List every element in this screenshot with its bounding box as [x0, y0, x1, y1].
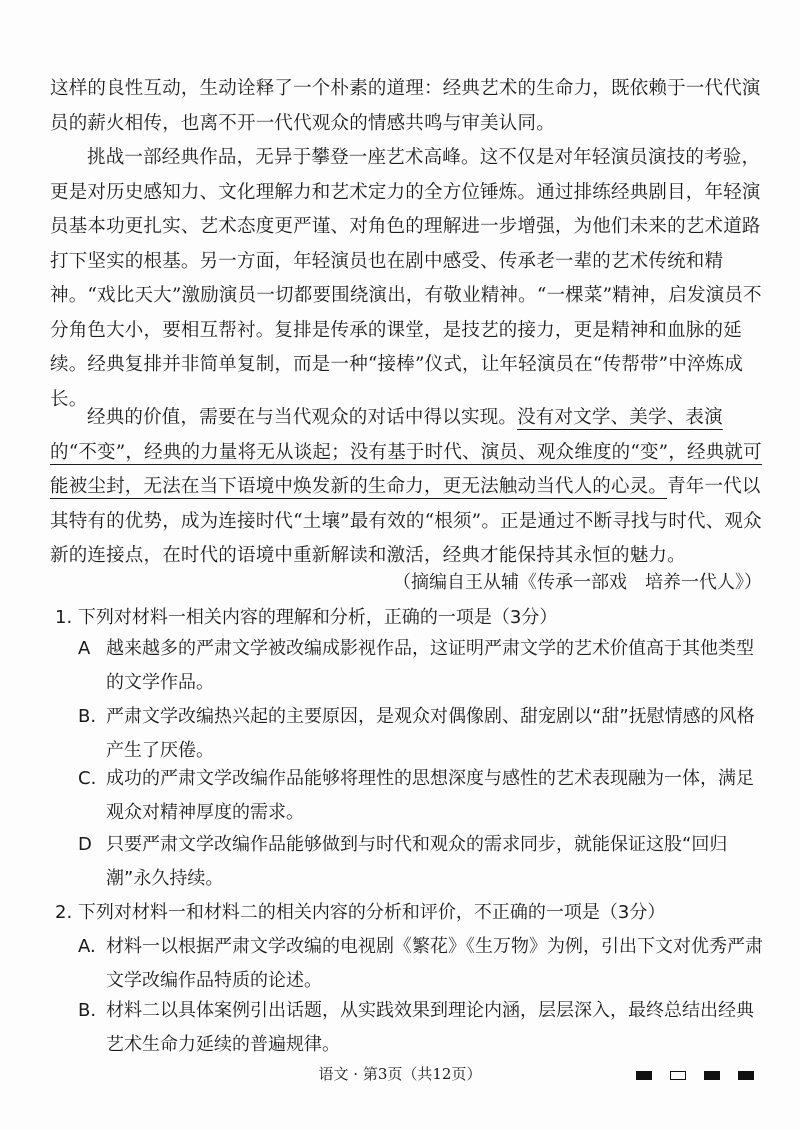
- option-marker: C.: [78, 768, 97, 789]
- option-marker: B.: [78, 1000, 97, 1021]
- page-footer: 语文 · 第3页（共12页）: [318, 1065, 482, 1083]
- option-marker: B.: [78, 706, 97, 727]
- paragraph-3-lead: 经典的价值，需要在与当代观众的对话中得以实现。: [87, 407, 518, 428]
- question-1-stem: 1. 下列对材料一相关内容的理解和分析，正确的一项是（3分）: [55, 607, 558, 628]
- question-1-option-b[interactable]: [78, 700, 768, 768]
- scan-mark-filled: [636, 1071, 652, 1080]
- paragraph-3-tail: 青年一代以其特有的优势，成为连接时代“土壤”最有效的“根须”。正是通过不断寻找与时代、观众新的连接点，在时代的语境中重新解读和激活，经典才能保持其永恒的魅力。: [50, 476, 762, 566]
- option-text: 只要严肃文学改编作品能够做到与时代和观众的需求同步，就能保证这股“回归潮”永久持续。: [106, 834, 728, 889]
- option-marker: D: [78, 834, 92, 855]
- option-text: 严肃文学改编热兴起的主要原因，是观众对偶像剧、甜宠剧以“甜”抚慰情感的风格产生了厌倦。: [106, 706, 755, 761]
- scan-mark-filled: [738, 1071, 754, 1080]
- question-1-option-c[interactable]: [78, 762, 768, 830]
- option-text: 越来越多的严肃文学被改编成影视作品，这证明严肃文学的艺术价值高于其他类型的文学作品。: [106, 638, 754, 693]
- passage-paragraph-3: [50, 401, 762, 574]
- question-2-option-a[interactable]: [78, 930, 768, 998]
- option-marker: A.: [78, 936, 96, 957]
- option-text: 材料二以具体案例引出话题，从实践效果到理论内涵，层层深入，最终总结出经典艺术生命力延续的普遍规律。: [106, 1000, 754, 1055]
- scan-mark-hollow: [670, 1071, 686, 1080]
- question-1-option-d[interactable]: [78, 828, 768, 896]
- passage-source: （摘编自王从辅《传承一部戏 培养一代人》）: [393, 572, 762, 593]
- option-text: 材料一以根据严肃文学改编的电视剧《繁花》《生万物》为例，引出下文对优秀严肃文学改编作品特质的论述。: [106, 936, 763, 991]
- option-marker: A: [78, 638, 91, 659]
- passage-paragraph-2: 挑战一部经典作品，无异于攀登一座艺术高峰。这不仅是对年轻演员演技的考验，更是对历史感知力、文化理解力和艺术定力的全方位锤炼。通过排练经典剧目，年轻演员基本功更扎实、艺术态度更严谨、对角色的理解进一步增强，为他们未来的艺术道路打下坚实的根基。另一方面，年轻演员也在剧中感受、传承老一辈的艺术传统和精神。“戏比天大”激励演员一切都要围绕演出，有敬业精神。“一棵菜”精神，启发演员不分角色大小，要相互帮衬。复排是传承的课堂，是技艺的接力，更是精神和血脉的延续。经典复排并非简单复制，而是一种“接棒”仪式，让年轻演员在“传帮带”中淬炼成长。: [50, 147, 762, 410]
- option-text: 成功的严肃文学改编作品能够将理性的思想深度与感性的艺术表现融为一体，满足观众对精神厚度的需求。: [106, 768, 754, 823]
- underlined-sentence: 没有对文学、美学、表演的“不变”，经典的力量将无从谈起；没有基于时代、演员、观众维度的“变”，经典就可能被尘封，无法在当下语境中焕发新的生命力，更无法触动当代人的心灵。: [50, 407, 762, 497]
- scan-mark-filled: [704, 1071, 720, 1080]
- question-2-option-b[interactable]: [78, 994, 768, 1062]
- question-2-stem: 2. 下列对材料一和材料二的相关内容的分析和评价，不正确的一项是（3分）: [55, 902, 666, 923]
- question-1-option-a[interactable]: [78, 632, 768, 700]
- passage-paragraph-1: 这样的良性互动，生动诠释了一个朴素的道理：经典艺术的生命力，既依赖于一代代演员的薪火相传，也离不开一代代观众的情感共鸣与审美认同。: [50, 78, 761, 134]
